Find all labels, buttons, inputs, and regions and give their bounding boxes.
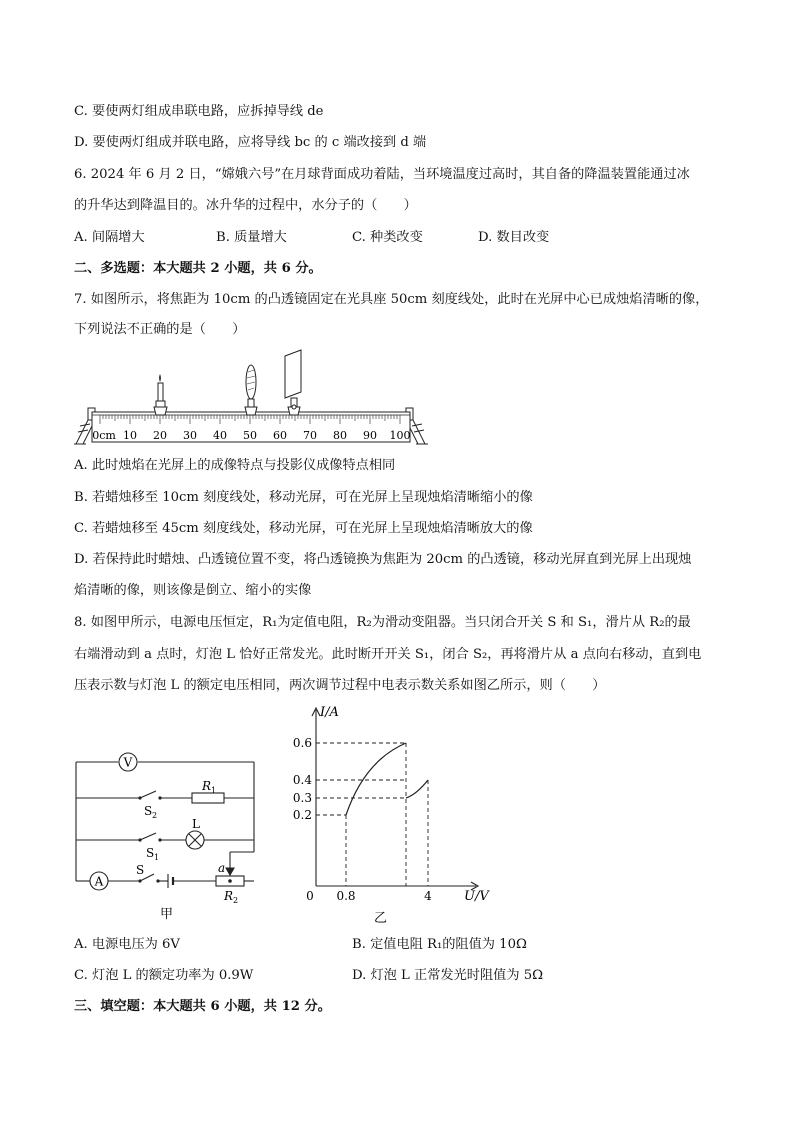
bench-tick-label: 0cm (92, 429, 116, 442)
curve-lamp-segment (406, 780, 428, 798)
question-7-line1: 7. 如图所示，将焦距为 10cm 的凸透镜固定在光具座 50cm 刻度线处，此时在光屏中心已成烛焰清晰的像， (74, 292, 709, 307)
question-7-line2: 下列说法不正确的是（ ） (74, 322, 246, 337)
q8-option-b: B. 定值电阻 R₁的阻值为 10Ω (352, 937, 527, 952)
circuit-caption: 甲 (160, 907, 174, 922)
bench-tick-label: 100 (389, 429, 411, 442)
a-point-label: a (218, 861, 226, 875)
r2-subscript: 2 (233, 896, 239, 905)
option-d-prev: D. 要使两灯组成并联电路，应将导线 bc 的 c 端改接到 d 端 (74, 135, 427, 150)
bench-tick-label: 60 (273, 429, 287, 442)
q6-option-c: C. 种类改变 (352, 230, 423, 245)
option-c-prev: C. 要使两灯组成串联电路，应拆掉导线 de (74, 104, 324, 119)
q7-option-d-line2: 焰清晰的像，则该像是倒立、缩小的实像 (74, 583, 312, 598)
bench-tick-label: 90 (363, 429, 377, 442)
section-heading-fill-in: 三、填空题：本大题共 6 小题，共 12 分。 (74, 999, 331, 1014)
bench-tick-label: 30 (183, 429, 197, 442)
convex-lens (245, 365, 257, 415)
bench-tick-label: 50 (243, 429, 257, 442)
r1-subscript: 1 (211, 786, 217, 795)
q8-option-a: A. 电源电压为 6V (74, 937, 180, 952)
graph-x-label: U/V (464, 889, 489, 904)
q8-option-d: D. 灯泡 L 正常发光时阻值为 5Ω (352, 968, 544, 983)
q7-option-c: C. 若蜡烛移至 45cm 刻度线处，移动光屏，可在光屏上呈现烛焰清晰放大的像 (74, 521, 533, 536)
circuit-diagram (68, 748, 268, 926)
y-tick-0.4: 0.4 (292, 773, 312, 787)
q7-option-d-line1: D. 若保持此时蜡烛、凸透镜位置不变，将凸透镜换为焦距为 20cm 的凸透镜，移动光屏直到光屏上出现烛 (74, 552, 692, 567)
r2-label: R (224, 889, 234, 903)
bench-tick-label: 40 (213, 429, 227, 442)
s1-label: S (146, 846, 155, 860)
lamp-label: L (192, 817, 200, 831)
question-6-line1: 6. 2024 年 6 月 2 日，“嫦娥六号”在月球背面成功着陆，当环境温度过高时，其自备的降温装置能通过冰 (74, 167, 690, 182)
bench-tick-label: 70 (303, 429, 317, 442)
question-8-line1: 8. 如图甲所示，电源电压恒定，R₁为定值电阻，R₂为滑动变阻器。当只闭合开关 S 和 S₁，滑片从 R₂的最 (74, 615, 691, 630)
r1-label: R (202, 779, 212, 793)
q6-option-b: B. 质量增大 (216, 230, 287, 245)
optical-bench-figure (72, 346, 432, 450)
question-8-line3: 压表示数与灯泡 L 的额定电压相同，两次调节过程中电表示数关系如图乙所示，则（ ） (74, 678, 606, 693)
question-6-line2: 的升华达到降温目的。冰升华的过程中，水分子的（ ） (74, 198, 417, 213)
graph-caption: 乙 (374, 911, 388, 926)
q7-option-a: A. 此时烛焰在光屏上的成像特点与投影仪成像特点相同 (74, 458, 396, 473)
y-tick-0.2: 0.2 (292, 808, 312, 822)
graph-origin: 0 (306, 889, 314, 903)
bench-tick-label: 80 (333, 429, 347, 442)
iu-graph (288, 700, 508, 926)
q7-option-b: B. 若蜡烛移至 10cm 刻度线处，移动光屏，可在光屏上呈现烛焰清晰缩小的像 (74, 490, 533, 505)
bench-tick-label: 20 (153, 429, 167, 442)
curve-r1-segment (346, 743, 406, 815)
bench-tick-label: 10 (123, 429, 137, 442)
graph-guide-lines (316, 743, 428, 886)
y-tick-0.6: 0.6 (292, 736, 312, 750)
section-heading-multiple-choice: 二、多选题：本大题共 2 小题，共 6 分。 (74, 261, 322, 276)
q6-option-a: A. 间隔增大 (74, 230, 145, 245)
ammeter-label: A (94, 874, 104, 889)
x-tick-0.8: 0.8 (336, 889, 356, 903)
light-screen (285, 350, 301, 415)
s1-subscript: 1 (154, 853, 160, 862)
q6-option-d: D. 数目改变 (478, 230, 550, 245)
candle (154, 374, 167, 415)
graph-y-label: I/A (320, 705, 339, 720)
s2-subscript: 2 (152, 811, 158, 820)
s-label: S (136, 863, 145, 877)
s2-label: S (144, 804, 153, 818)
voltmeter-label: V (123, 755, 133, 770)
y-tick-0.3: 0.3 (292, 791, 312, 805)
q8-option-c: C. 灯泡 L 的额定功率为 0.9W (74, 968, 254, 983)
x-tick-4: 4 (424, 889, 432, 903)
question-8-line2: 右端滑动到 a 点时，灯泡 L 恰好正常发光。此时断开开关 S₁，闭合 S₂，再将滑片从 a 点向右移动，直到电 (74, 647, 702, 662)
